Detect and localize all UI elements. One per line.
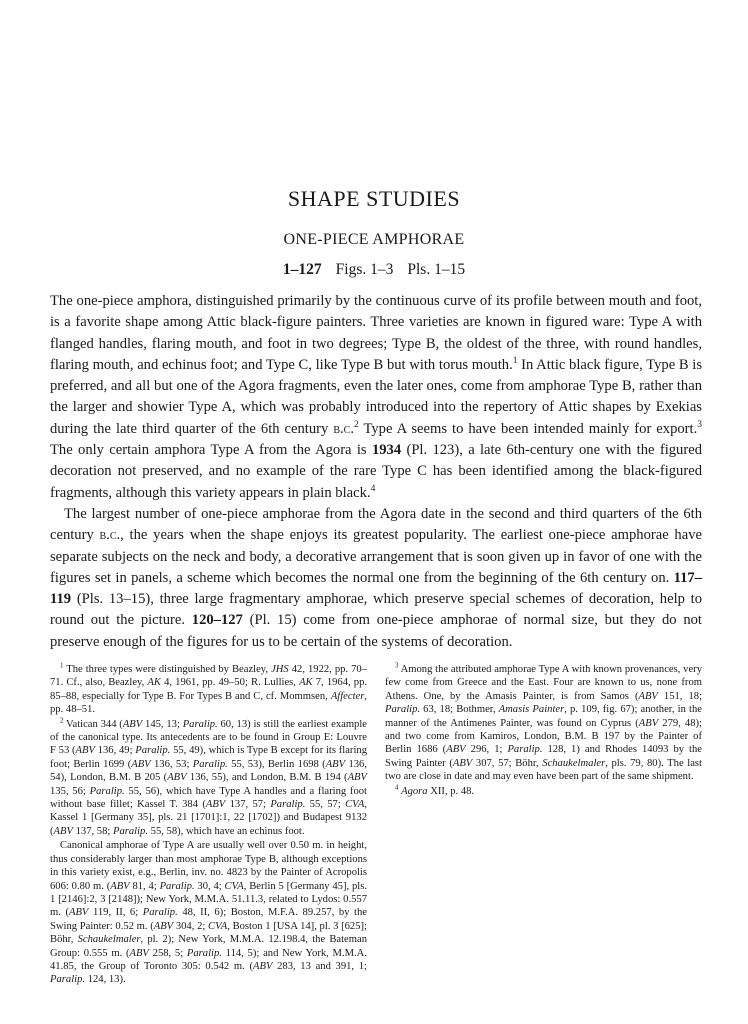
footnotes-right-column: [385, 663, 702, 798]
section-subtitle: ONE-PIECE AMPHORAE: [283, 231, 465, 248]
citation-italic: Paralip.: [507, 744, 543, 756]
text-run: 136, 55), and London, B.M. B 194 (: [186, 772, 348, 784]
text-run: 137, 58;: [72, 825, 113, 837]
text-run: , p. 109, fig. 67); another, in the manner of the Antimenes Painter, was found on Cyprus (: [385, 704, 702, 729]
text-run: The only certain amphora Type A from the Agora is: [50, 442, 372, 459]
footnotes-left-column: [50, 663, 367, 987]
text-run: 4, 1961, pp. 49–50; R. Lullies,: [160, 677, 300, 689]
citation-italic: ABV: [325, 758, 346, 770]
text-run: 151, 18;: [657, 690, 703, 702]
footnote-4: [385, 785, 702, 798]
text-run: , the years when the shape enjoys its greatest popularity. The earliest one-piece amphorae have separate subjects on the neck and body, a decorative arrangement that is soon given up in favor of one with the figures set in panels, a scheme which becomes the normal one from the beginning of the 6th century on.: [50, 527, 702, 586]
text-run: 283, 13 and 391, 1;: [272, 960, 367, 972]
page-title: SHAPE STUDIES: [287, 186, 461, 211]
text-run: , Boston 1 [USA 14], pl. 3 [625]; Böhr,: [50, 920, 367, 946]
footnote-number: 3: [395, 662, 399, 670]
main-text: [50, 291, 702, 653]
citation-italic: Paralip.: [135, 745, 171, 757]
citation-italic: Paralip.: [182, 718, 218, 730]
figures-reference: Figs. 1–3: [335, 261, 394, 278]
citation-italic: CVA: [224, 880, 244, 892]
citation-italic: ABV: [452, 757, 473, 769]
citation-italic: Amasis Painter: [498, 704, 565, 716]
catalog-number: 120–127: [191, 612, 243, 629]
text-run: 136, 54), London, B.M. B 205 (: [50, 758, 368, 784]
footnote-number: 1: [60, 662, 64, 670]
citation-italic: ABV: [110, 880, 130, 892]
citation-abbrev: JHS: [271, 664, 289, 675]
citation-italic: Paralip.: [50, 974, 86, 986]
citation-italic: Paralip.: [192, 758, 228, 770]
citation-italic: Paralip.: [186, 947, 222, 959]
text-run: 30, 4;: [194, 880, 225, 892]
citation-italic: ABV: [638, 690, 658, 702]
citation-italic: Agora: [401, 785, 428, 797]
text-run: Type A seems to have been intended mainly for export.: [358, 420, 698, 437]
citation-abbrev: AK: [147, 677, 161, 689]
text-run: XII, p. 48.: [427, 785, 475, 797]
text-run: In Attic black figure, Type B is preferred, and all but one of the Agora fragments, even the later ones, come from amphorae Type B, rather than the larger and showier Type A, which was probably introduced into the repertory of Attic shapes by Exekias during the late third quarter of the 6th century: [50, 356, 702, 437]
text-run: (Pls. 13–15), three large fragmentary amphorae, which preserve special schemes of decoration, help to round out the picture.: [50, 591, 702, 629]
catalog-number: 1934: [371, 442, 402, 459]
citation-italic: ABV: [68, 907, 89, 919]
citation-italic: CVA: [345, 799, 365, 811]
text-run: 81, 4;: [129, 880, 160, 892]
citation-italic: ABV: [129, 947, 149, 959]
citation-italic: ABV: [153, 920, 174, 932]
citation-italic: ABV: [131, 758, 151, 770]
text-run: , Berlin 5 [Germany 45], pls. 1 [2146]:2, 3 [2148]); New York, M.M.A. 51.11.3, related to Lydos: 0.557 m. (: [50, 880, 367, 919]
text-run: , pl. 2); New York, M.M.A. 12.198.4, the Bateman Group: 0.555 m. (: [50, 934, 368, 959]
text-run: 258, 5;: [148, 947, 187, 959]
citation-italic: ABV: [253, 960, 273, 972]
citation-italic: Paralip.: [142, 907, 178, 919]
text-run: Vatican 344 (: [63, 718, 123, 730]
text-run: 128, 1) and Rhodes 14093 by the Swing Painter (: [385, 744, 702, 769]
footnote-ref[interactable]: 3: [697, 419, 702, 430]
text-run: 55, 56), which have Type A handles and a flaring foot without base fillet; Kassel T. 384 (: [50, 785, 368, 811]
catalog-reference-line: [0, 261, 748, 279]
citation-italic: Schaukelmaler: [77, 934, 141, 946]
footnote-2: [50, 718, 367, 839]
text-run: 307, 57; Böhr,: [472, 757, 543, 769]
catalog-number: 117–119: [50, 569, 702, 608]
footnote-ref[interactable]: 1: [512, 356, 518, 367]
text-run: 60, 13) is still the earliest example of the canonical type. Its antecedents are to be found in Group E: Louvre F 53 (: [50, 718, 367, 757]
text-run: 114, 5); and New York, M.M.A. 41.85, the Group of Toronto 305: 0.542 m. (: [50, 947, 367, 972]
footnote-number: 2: [60, 717, 64, 725]
citation-italic: ABV: [53, 825, 73, 837]
citation-italic: ABV: [167, 772, 187, 784]
text-run: The one-piece amphora, distinguished primarily by the continuous curve of its profile between mouth and foot, is a favorite shape among Attic black-figure painters. Three varieties are known in figured ware: Type A with flanged handles, flaring mouth, and foot in two degrees; Type B, the oldest of the three, with round handles, flaring mouth, and echinus foot; and Type C, like Type B but with torus mouth.: [50, 293, 702, 373]
text-run: 136, 53;: [150, 758, 193, 770]
citation-italic: Paralip.: [270, 799, 306, 811]
text-run: 48, II, 6); Boston, M.F.A. 89.257, by the Swing Painter: 0.52 m. (: [50, 907, 367, 932]
text-run: 55, 58), which have an echinus foot.: [148, 825, 305, 837]
text-run: 145, 13;: [142, 718, 183, 730]
text-run: The three types were distinguished by Beazley,: [63, 664, 272, 675]
footnote-2-continued: [50, 839, 367, 986]
citation-italic: Schaukelmaler: [542, 757, 606, 769]
text-run: Among the attributed amphorae Type A with known provenances, very few come from Greece and the East. Four are known to us, none from Athens. One, by the Amasis Painter, is from Samos (: [385, 664, 702, 702]
paragraph-2: [50, 504, 702, 653]
footnote-3: [385, 663, 702, 784]
footnote-1: [50, 663, 367, 717]
paragraph-1: [50, 291, 702, 504]
text-run: 42, 1922, pp. 70–71. Cf., also, Beazley,: [50, 664, 367, 689]
text-run: 135, 56;: [50, 785, 90, 797]
text-run: , Kassel 1 [Germany 35], pls. 21 [1701]:1, 22 [1702]) and Budapest 9132 (: [50, 799, 367, 837]
citation-italic: ABV: [446, 744, 466, 756]
text-run: 296, 1;: [465, 744, 508, 756]
citation-italic: Paralip.: [112, 825, 149, 837]
text-run: 63, 18; Bothmer,: [420, 704, 499, 716]
citation-italic: ABV: [75, 745, 95, 757]
text-run: 55, 57;: [305, 799, 346, 811]
text-run: 304, 2;: [173, 920, 208, 932]
citation-abbrev: AK: [299, 677, 313, 689]
text-run: Canonical amphorae of Type A are usually well over 0.50 m. in height, thus considerably larger than most amphorae Type B, although exceptions in this variety exist, e.g., Berlin, inv. no. 4823 by the Painter of Acropolis 606: 0.80 m. (: [50, 840, 367, 892]
text-run: 137, 57;: [225, 799, 271, 811]
citation-italic: CVA: [208, 920, 228, 932]
citation-italic: Paralip.: [159, 880, 195, 892]
citation-italic: ABV: [638, 717, 659, 729]
plates-reference: Pls. 1–15: [407, 261, 466, 278]
text-run: 136, 49;: [94, 745, 136, 757]
citation-italic: ABV: [122, 718, 143, 730]
text-run: 55, 53), Berlin 1698 (: [227, 758, 326, 770]
text-run: (Pl. 123), a late 6th-century one with the figured decoration not preserved, and no example of the rare Type C has been identified among the black-figured fragments, although this variety appears in plain black.: [50, 442, 702, 501]
era-label: b.c.: [99, 527, 121, 544]
catalog-range: 1–127: [282, 261, 322, 278]
text-run: 7, 1964, pp. 85–88, especially for Type B. For Types B and C, cf. Mommsen,: [50, 677, 368, 702]
footnote-ref[interactable]: 4: [370, 483, 376, 494]
footnote-ref[interactable]: 2: [353, 419, 359, 430]
text-run: (Pl. 15) come from one-piece amphorae of normal size, but they do not preserve enough of the figures for us to be certain of the systems of decoration.: [50, 612, 702, 650]
text-run: 279, 48); and two come from Kamiros, London, B.M. B 197 by the Painter of Berlin 1686 (: [385, 717, 702, 756]
citation-italic: ABV: [347, 772, 367, 784]
citation-italic: ABV: [205, 799, 226, 811]
text-run: , pls. 79, 80). The last two are close in date and may even have been part of the same shipment.: [385, 757, 702, 783]
text-run: 119, II, 6;: [88, 907, 143, 919]
citation-abbrev: Affecter: [330, 690, 365, 702]
text-run: , pp. 48–51.: [50, 690, 367, 716]
text-run: The largest number of one-piece amphorae from the Agora date in the second and third quarters of the 6th century: [50, 505, 702, 544]
citation-italic: Paralip.: [385, 704, 421, 716]
text-run: 55, 49), which is Type B except for its flaring foot; Berlin 1699 (: [50, 745, 367, 770]
text-run: 124, 13).: [85, 974, 126, 986]
footnote-number: 4: [395, 784, 399, 792]
era-label: b.c.: [333, 420, 354, 437]
citation-italic: Paralip.: [89, 785, 125, 797]
